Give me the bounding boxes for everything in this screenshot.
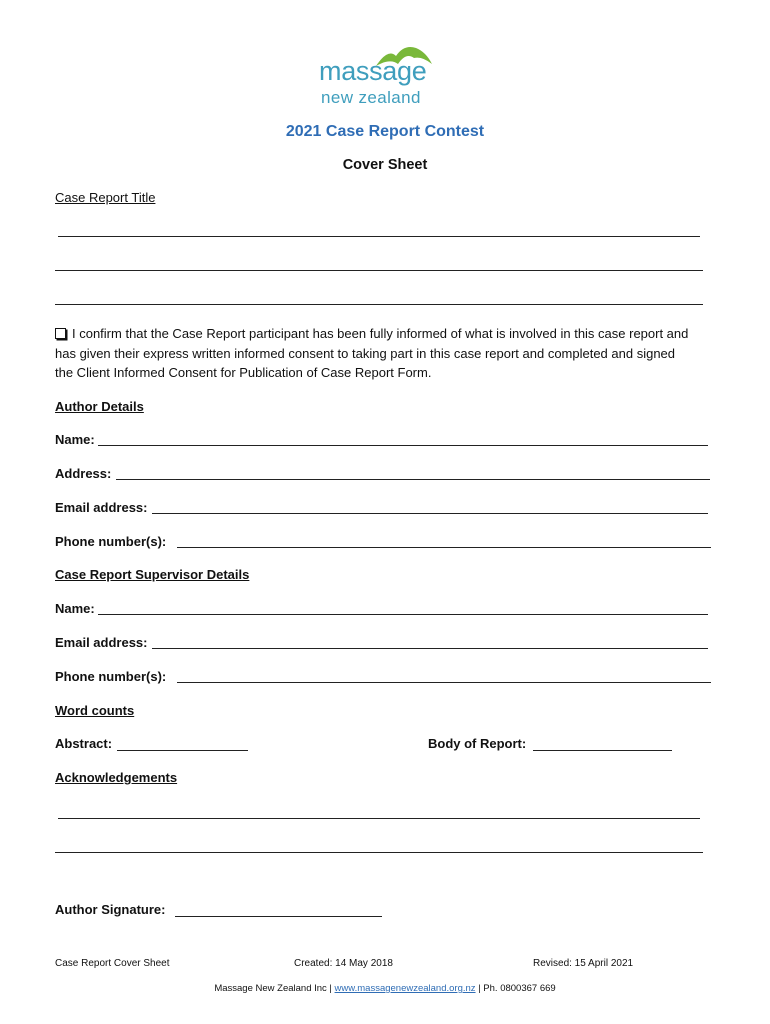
page-title: 2021 Case Report Contest: [285, 123, 485, 140]
supervisor-name-label: Name:: [55, 601, 95, 616]
footer-phone: | Ph. 0800367 669: [478, 983, 556, 994]
author-address-label: Address:: [55, 466, 112, 481]
acknowledgements-line-2[interactable]: [55, 852, 703, 853]
body-count-field[interactable]: [533, 750, 672, 751]
author-details-heading: Author Details: [55, 399, 144, 414]
footer-org: Massage New Zealand Inc |: [214, 983, 332, 994]
supervisor-email-field[interactable]: [152, 648, 708, 649]
footer-created-date: Created: 14 May 2018: [294, 958, 393, 969]
footer-website-link[interactable]: www.massagenewzealand.org.nz: [334, 983, 476, 994]
logo-subwordmark: new zealand: [321, 88, 421, 107]
acknowledgements-heading: Acknowledgements: [55, 770, 178, 785]
page-subtitle: Cover Sheet: [342, 157, 428, 173]
word-counts-heading: Word counts: [55, 703, 135, 718]
author-phone-field[interactable]: [177, 547, 711, 548]
footer-doc-name: Case Report Cover Sheet: [55, 958, 170, 969]
author-name-field[interactable]: [98, 445, 708, 446]
supervisor-name-field[interactable]: [98, 614, 708, 615]
supervisor-phone-field[interactable]: [177, 682, 711, 683]
case-report-title-line-2[interactable]: [55, 270, 703, 271]
supervisor-details-heading: Case Report Supervisor Details: [55, 567, 250, 582]
author-email-field[interactable]: [152, 513, 708, 514]
author-signature-label: Author Signature:: [55, 902, 166, 917]
author-phone-label: Phone number(s):: [55, 534, 167, 549]
case-report-title-heading: Case Report Title: [55, 190, 156, 205]
abstract-count-label: Abstract:: [55, 736, 113, 751]
footer-revised-date: Revised: 15 April 2021: [533, 958, 634, 969]
author-address-field[interactable]: [116, 479, 710, 480]
logo-wordmark: massage: [319, 56, 427, 86]
supervisor-email-label: Email address:: [55, 635, 148, 650]
case-report-title-line-3[interactable]: [55, 304, 703, 305]
footer-contact: [0, 983, 770, 994]
consent-checkbox[interactable]: [55, 328, 66, 339]
body-count-label: Body of Report:: [428, 736, 527, 751]
author-email-label: Email address:: [55, 500, 148, 515]
case-report-title-line-1[interactable]: [58, 236, 700, 237]
abstract-count-field[interactable]: [117, 750, 248, 751]
supervisor-phone-label: Phone number(s):: [55, 669, 167, 684]
author-name-label: Name:: [55, 432, 95, 447]
acknowledgements-line-1[interactable]: [58, 818, 700, 819]
consent-text: I confirm that the Case Report participant has been fully informed of what is involved in this case report and has given their express written informed consent to taking part in this case report and completed and signed the Client Informed Consent for Publication of Case Report Form.: [55, 326, 689, 380]
consent-paragraph: [55, 324, 695, 383]
author-signature-field[interactable]: [175, 916, 382, 917]
